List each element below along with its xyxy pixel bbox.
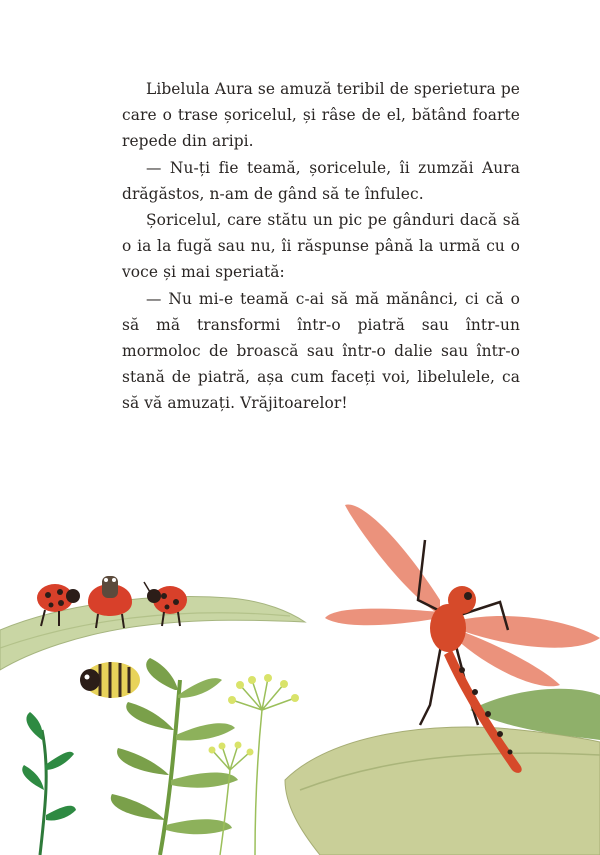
large-leaf — [285, 689, 600, 855]
sprig-plant — [22, 712, 76, 855]
paragraph-1: Libelula Aura se amuză teribil de sperietura pe care o trase șoricelul, și râse de el, bătând foarte repede din aripi. — [122, 80, 520, 151]
story-text — [122, 76, 520, 417]
paragraph-3: Șoricelul, care stătu un pic pe gânduri dacă să o ia la fugă sau nu, îi răspunse până la urmă cu o voce și mai speriată: — [122, 211, 520, 282]
illustration — [0, 480, 600, 855]
paragraph-4: — Nu mi-e teamă c-ai să mă mănânci, ci că o să mă transformi într-o piatră sau într-un mormoloc de broască sau într-o dalie sau într-o stană de piatră, așa cum faceți voi, libelulele, ca să vă amuzați. Vrăjitoarelor! — [122, 289, 520, 413]
beetle-icon — [80, 662, 140, 698]
paragraph-2: — Nu-ți fie teamă, șoricelule, îi zumzăi Aura drăgăstos, n-am de gând să te înfulec. — [122, 158, 520, 203]
